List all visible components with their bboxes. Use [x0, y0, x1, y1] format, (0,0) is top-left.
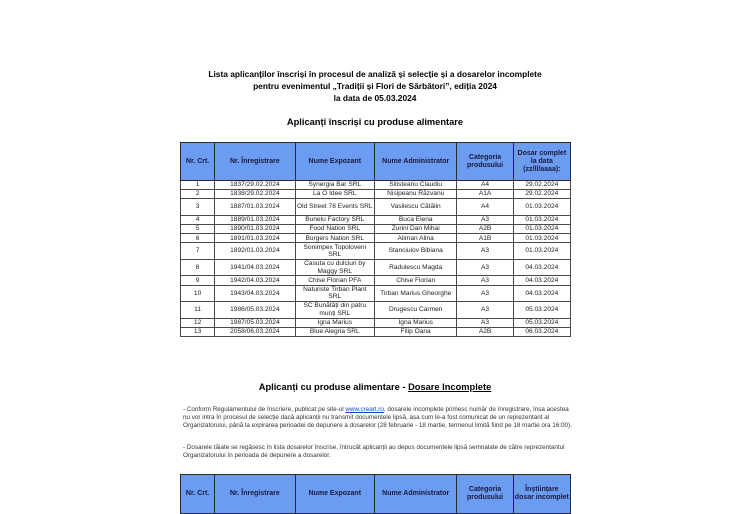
- table-row: [181, 276, 571, 285]
- column-header-nume-administrator: Nume Administrator: [374, 475, 456, 514]
- cell-nume-administrator: Zurini Dan Mihai: [374, 225, 456, 234]
- column-header-nr-crt: Nr. Crt.: [181, 475, 215, 514]
- cell-categoria: A3: [457, 285, 513, 302]
- cell-nume-expozant: Naturiste Tirban Plant SRL: [295, 285, 374, 302]
- document-title-line-2: pentru evenimentul „Tradiții și Flori de Sărbători”, ediția 2024: [253, 81, 497, 91]
- table-row: [181, 327, 571, 336]
- note-regulation-text-start: - Conform Regulamentului de înscriere, publicat pe site-ul: [183, 406, 346, 413]
- section-incomplete-heading-prefix: Aplicanți cu produse alimentare -: [258, 382, 409, 392]
- cell-nume-expozant: Burgers Nation SRL: [295, 234, 374, 243]
- cell-nr-inregistrare: 1837/29.02.2024: [215, 181, 295, 190]
- table-row: [181, 215, 571, 224]
- cell-nume-expozant: SC Bunătăți din patru munți SRL: [295, 302, 374, 319]
- document-date-line: la data de 05.03.2024: [333, 93, 417, 103]
- cell-nr-crt: 8: [181, 259, 215, 276]
- table-row: [181, 285, 571, 302]
- note-crossed-files: - Dosarele tăiate se regăsesc în lista dosarelor înscrise, întrucât aplicanții au depus documentele lipsă semnalate de către reprezentantul Organizatorului în perioada de depunere a dosarelor.: [183, 444, 565, 460]
- cell-nr-crt: 11: [181, 302, 215, 319]
- cell-nume-administrator: Aliman Alina: [374, 234, 456, 243]
- cell-nr-inregistrare: 1942/04.03.2024: [215, 276, 295, 285]
- cell-categoria: A4: [457, 181, 513, 190]
- cell-dosar-complet-data: 29.02.2024: [513, 181, 570, 190]
- cell-nr-inregistrare: 1941/04.03.2024: [215, 259, 295, 276]
- table-row: [181, 181, 571, 190]
- document-title-line-1: Lista aplicanților înscriși în procesul de analiză și selecție și a dosarelor incomplete: [208, 69, 542, 79]
- cell-nr-inregistrare: 2058/06.03.2024: [215, 327, 295, 336]
- column-header-nume-expozant: Nume Expozant: [295, 143, 374, 181]
- section-registered-heading: Aplicanți înscriși cu produse alimentare: [286, 117, 464, 127]
- column-header-instiintare: Înștiințare dosar incomplet: [513, 475, 570, 514]
- cell-nr-inregistrare: 1838/29.02.2024: [215, 190, 295, 199]
- cell-nume-administrator: Silisteanu Claudiu: [374, 181, 456, 190]
- cell-nume-expozant: Igna Marius: [295, 318, 374, 327]
- cell-nr-inregistrare: 1890/01.03.2024: [215, 225, 295, 234]
- cell-nume-expozant: Sonimpex Topoloveni SRL: [295, 243, 374, 260]
- cell-categoria: A3: [457, 318, 513, 327]
- cell-nume-expozant: Old Street 78 Events SRL: [295, 199, 374, 216]
- column-header-nr-inregistrare: Nr. Înregistrare: [215, 475, 295, 514]
- cell-dosar-complet-data: 29.02.2024: [513, 190, 570, 199]
- note-regulation-text-end: , dosarele incomplete primesc număr de înregistrare, însa acestea nu vor intra în procesul de selecție dacă aplicanții nu transmit documentele lipsă, așa cum le-a fost comunicat de un reprezentant al Organizatorului, până la expirarea perioadei de depunere a dosarelor (28 februarie - 18 martie, termenul limită fiind pe 18 martie ora 16:00).: [183, 406, 572, 430]
- table-row: [181, 259, 571, 276]
- column-header-categoria: Categoria produsului: [457, 143, 513, 181]
- cell-nume-administrator: Filip Oana: [374, 327, 456, 336]
- cell-nume-expozant: Chise Florian PFA: [295, 276, 374, 285]
- column-header-nume-expozant: Nume Expozant: [295, 475, 374, 514]
- cell-nr-inregistrare: 1987/05.03.2024: [215, 318, 295, 327]
- cell-nume-administrator: Chise Florian: [374, 276, 456, 285]
- section-incomplete-heading-underlined: Dosare Incomplete: [408, 382, 492, 392]
- cell-nr-crt: 5: [181, 225, 215, 234]
- cell-categoria: A3: [457, 243, 513, 260]
- cell-nr-crt: 6: [181, 234, 215, 243]
- cell-dosar-complet-data: 01.03.2024: [513, 234, 570, 243]
- table-row: [181, 225, 571, 234]
- cell-nr-crt: 1: [181, 181, 215, 190]
- cell-nr-inregistrare: 1943/04.03.2024: [215, 285, 295, 302]
- cell-nume-expozant: Blue Alegria SRL: [295, 327, 374, 336]
- cell-nume-administrator: Stanciulov Bibiana: [374, 243, 456, 260]
- cell-nume-expozant: Casuta cu dulciuri by Maggy SRL: [295, 259, 374, 276]
- cell-dosar-complet-data: 01.03.2024: [513, 225, 570, 234]
- cell-nume-expozant: Bunelu Factory SRL: [295, 215, 374, 224]
- cell-nr-crt: 7: [181, 243, 215, 260]
- table-row: [181, 318, 571, 327]
- cell-nr-inregistrare: 1891/01.03.2024: [215, 234, 295, 243]
- table-row: [181, 234, 571, 243]
- cell-nr-crt: 4: [181, 215, 215, 224]
- cell-nume-administrator: Buca Elena: [374, 215, 456, 224]
- cell-dosar-complet-data: 01.03.2024: [513, 243, 570, 260]
- cell-dosar-complet-data: 01.03.2024: [513, 215, 570, 224]
- cell-categoria: A2B: [457, 225, 513, 234]
- cell-nume-administrator: Nisipeanu Răzvanu: [374, 190, 456, 199]
- section-incomplete-heading: [0, 382, 750, 392]
- cell-categoria: A2B: [457, 327, 513, 336]
- creart-website-link[interactable]: www.creart.ro: [345, 406, 384, 413]
- column-header-nr-crt: Nr. Crt.: [181, 143, 215, 181]
- cell-nume-administrator: Drugescu Carmen: [374, 302, 456, 319]
- column-header-nume-administrator: Nume Administrator: [374, 143, 456, 181]
- cell-nr-inregistrare: 1889/01.03.2024: [215, 215, 295, 224]
- cell-dosar-complet-data: 01.03.2024: [513, 199, 570, 216]
- table-row: [181, 199, 571, 216]
- cell-categoria: A1B: [457, 234, 513, 243]
- cell-categoria: A3: [457, 302, 513, 319]
- cell-categoria: A4: [457, 199, 513, 216]
- cell-nr-inregistrare: 1986/05.03.2024: [215, 302, 295, 319]
- column-header-nr-inregistrare: Nr. Înregistrare: [215, 143, 295, 181]
- cell-dosar-complet-data: 04.03.2024: [513, 285, 570, 302]
- cell-categoria: A3: [457, 215, 513, 224]
- table-header-row: [181, 143, 571, 181]
- cell-nume-administrator: Radulescu Magda: [374, 259, 456, 276]
- note-regulation: [183, 406, 573, 430]
- cell-categoria: A3: [457, 276, 513, 285]
- cell-nume-expozant: La O Idee SRL: [295, 190, 374, 199]
- cell-categoria: A1A: [457, 190, 513, 199]
- cell-nr-crt: 9: [181, 276, 215, 285]
- cell-categoria: A3: [457, 259, 513, 276]
- cell-dosar-complet-data: 04.03.2024: [513, 259, 570, 276]
- cell-nr-crt: 10: [181, 285, 215, 302]
- cell-nr-crt: 3: [181, 199, 215, 216]
- table-header-row: [181, 475, 571, 514]
- cell-nume-administrator: Vasilescu Cătălin: [374, 199, 456, 216]
- table-row: [181, 190, 571, 199]
- cell-dosar-complet-data: 04.03.2024: [513, 276, 570, 285]
- registered-applicants-table: [180, 142, 571, 337]
- cell-nume-expozant: Food Nation SRL: [295, 225, 374, 234]
- cell-dosar-complet-data: 05.03.2024: [513, 318, 570, 327]
- cell-nr-inregistrare: 1892/01.03.2024: [215, 243, 295, 260]
- cell-nume-administrator: Tirban Marius Gheorghe: [374, 285, 456, 302]
- incomplete-files-table: [180, 474, 571, 514]
- cell-nr-crt: 12: [181, 318, 215, 327]
- column-header-categoria: Categoria produsului: [457, 475, 513, 514]
- cell-nr-inregistrare: 1887/01.03.2024: [215, 199, 295, 216]
- table-row: [181, 243, 571, 260]
- cell-nr-crt: 13: [181, 327, 215, 336]
- cell-dosar-complet-data: 05.03.2024: [513, 302, 570, 319]
- cell-dosar-complet-data: 06.03.2024: [513, 327, 570, 336]
- column-header-dosar-complet: Dosar complet la data (zz/ll/aaaa):: [513, 143, 570, 181]
- cell-nr-crt: 2: [181, 190, 215, 199]
- table-row: [181, 302, 571, 319]
- cell-nume-administrator: Igna Marius: [374, 318, 456, 327]
- cell-nume-expozant: Synergia Bar SRL: [295, 181, 374, 190]
